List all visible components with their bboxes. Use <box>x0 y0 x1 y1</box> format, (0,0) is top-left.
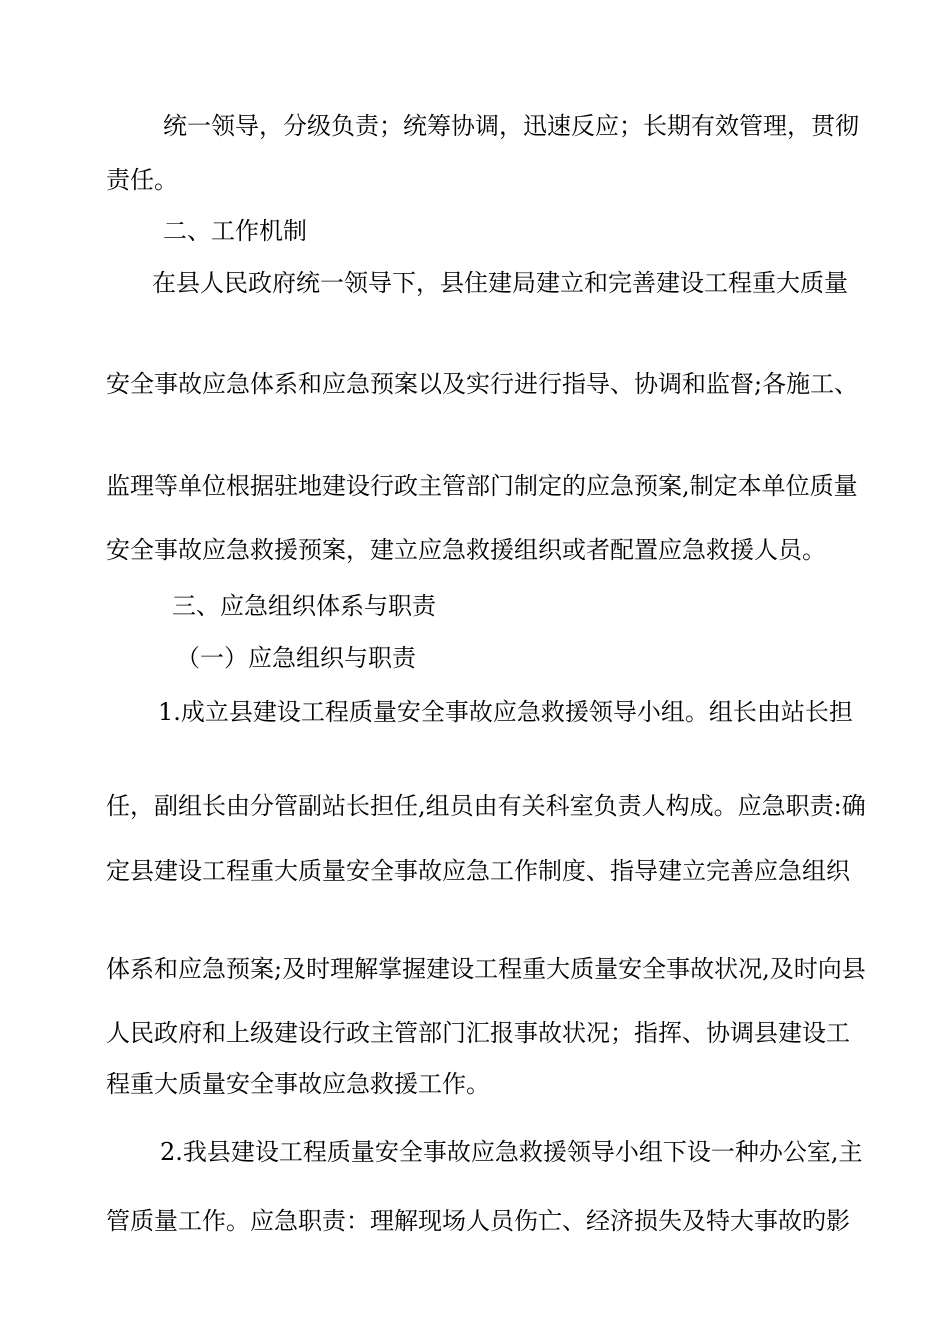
text-line-2: 责任。 <box>106 166 178 194</box>
text-line-10: 1.成立县建设工程质量安全事故应急救援领导小组。组长由站长担 <box>158 698 853 726</box>
text-line-5: 安全事故应急体系和应急预案以及实行进行指导、协调和监督;各施工、 <box>106 370 859 398</box>
text-line-17: 管质量工作。应急职责：理解现场人员伤亡、经济损失及特大事故旳影 <box>106 1207 850 1235</box>
text-line-16: 2.我县建设工程质量安全事故应急救援领导小组下设一种办公室,主 <box>160 1138 863 1166</box>
text-line-6: 监理等单位根据驻地建设行政主管部门制定的应急预案,制定本单位质量 <box>106 472 858 500</box>
text-line-15: 程重大质量安全事故应急救援工作。 <box>106 1070 490 1098</box>
text-line-14: 人民政府和上级建设行政主管部门汇报事故状况；指挥、协调县建设工 <box>106 1019 850 1047</box>
text-line-7: 安全事故应急救援预案，建立应急救援组织或者配置应急救援人员。 <box>106 536 826 564</box>
text-line-1: 统一领导，分级负责；统筹协调，迅速反应；长期有效管理，贯彻 <box>163 112 859 140</box>
text-line-13: 体系和应急预案;及时理解掌握建设工程重大质量安全事故状况,及时向县 <box>106 955 866 983</box>
subsection-heading-1: （一）应急组织与职责 <box>176 644 416 672</box>
text-line-11: 任，副组长由分管副站长担任,组员由有关科室负责人构成。应急职责:确 <box>106 792 866 820</box>
section-heading-2: 二、工作机制 <box>163 217 307 245</box>
section-heading-3: 三、应急组织体系与职责 <box>172 592 436 620</box>
text-line-12: 定县建设工程重大质量安全事故应急工作制度、指导建立完善应急组织 <box>106 857 850 885</box>
text-line-4: 在县人民政府统一领导下，县住建局建立和完善建设工程重大质量 <box>152 269 848 297</box>
